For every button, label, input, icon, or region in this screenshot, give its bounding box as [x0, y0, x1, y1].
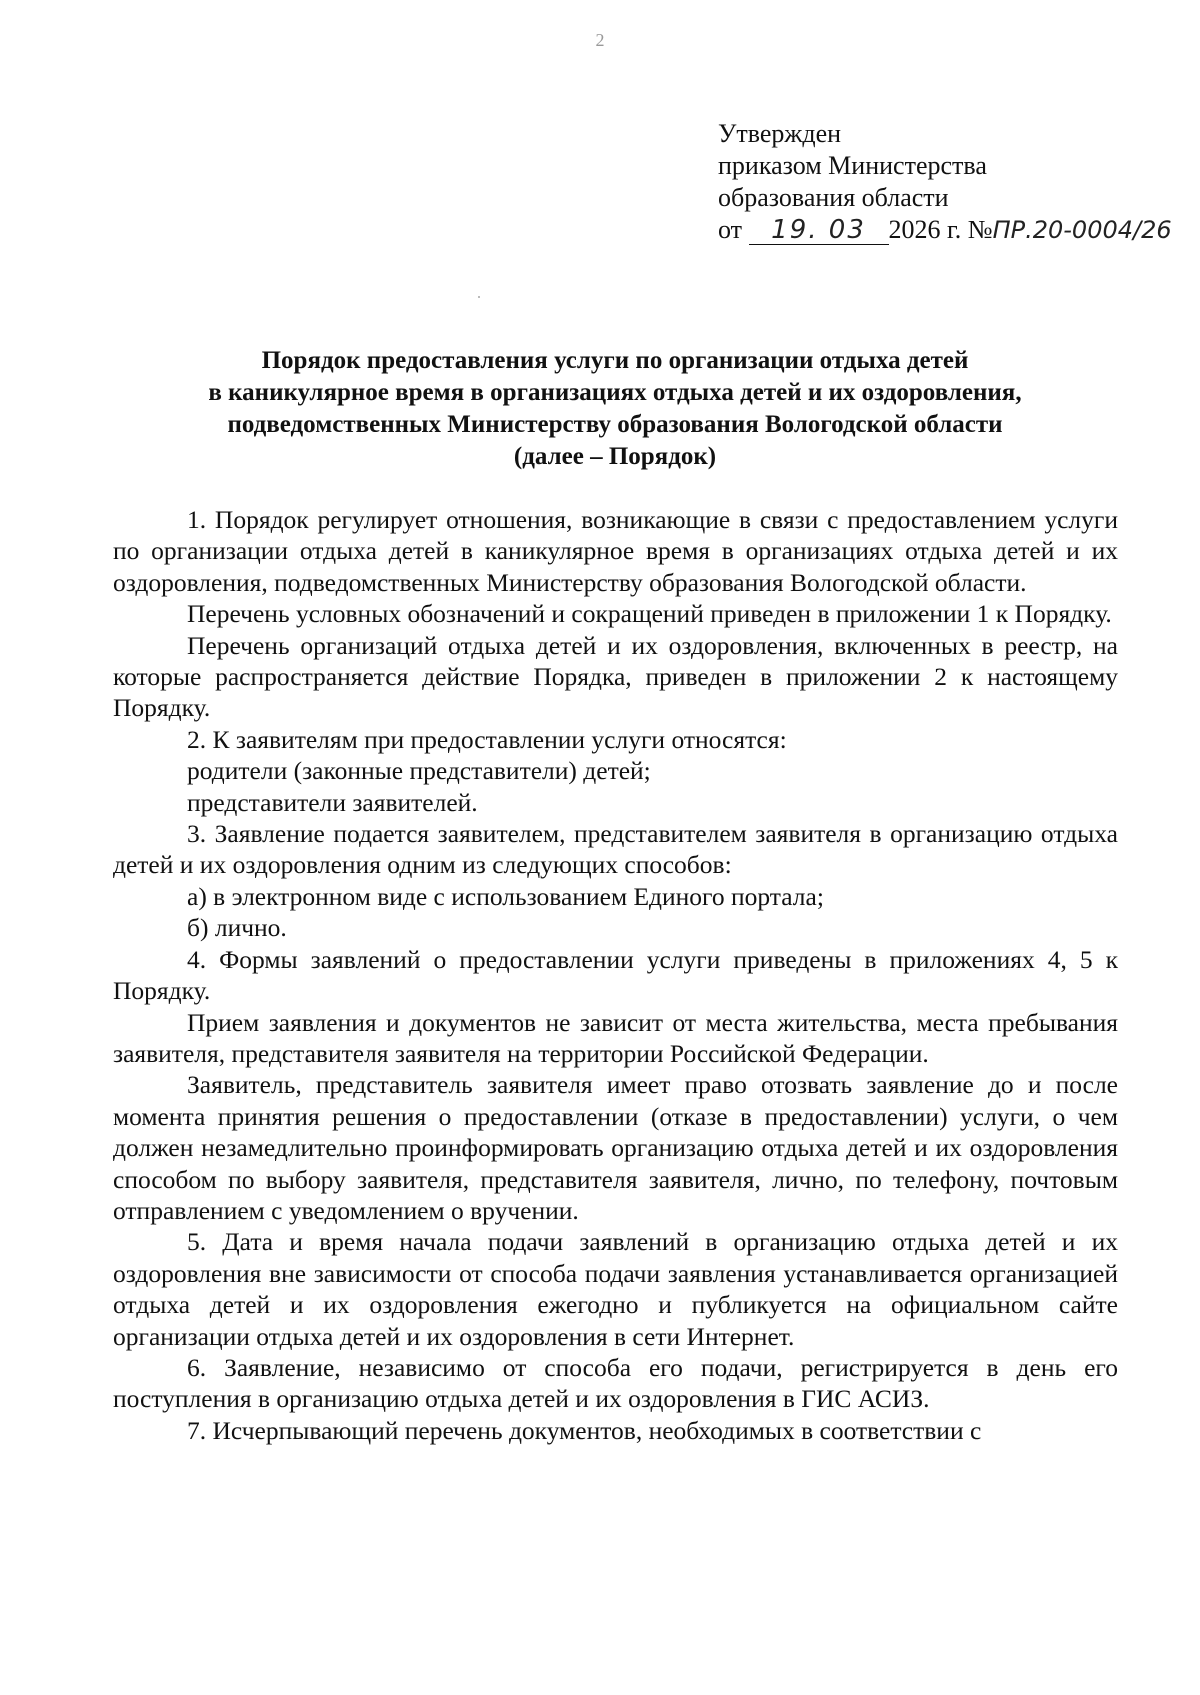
approval-stamp [718, 118, 1172, 246]
paragraph: Перечень условных обозначений и сокращений приведен в приложении 1 к Порядку. [187, 599, 1112, 629]
paragraph: Заявитель, представитель заявителя имеет право отозвать заявление до и после момента принятия решения о предоставлении (отказе в предоставлении) услуги, о чем должен незамедлительно проинформировать организацию отдыха детей и их оздоровления способом по выбору заявителя, представителя заявителя, лично, по телефону, почтовым отправлением с уведомлением о вручении. [113, 1070, 1118, 1225]
approval-line-1: Утвержден [718, 119, 842, 148]
scan-speck [478, 296, 480, 298]
document-title [150, 345, 1080, 473]
approval-year-text: 2026 г. № [888, 215, 993, 244]
paragraph: а) в электронном виде с использованием Единого портала; [187, 881, 824, 911]
approval-number-handwritten: ПР.20-0004/26 [992, 216, 1172, 244]
paragraph: представители заявителей. [187, 787, 478, 817]
title-line-3: подведомственных Министерству образования Вологодской области [227, 411, 1003, 438]
paragraph: 3. Заявление подается заявителем, представителем заявителя в организацию отдыха детей и их оздоровления одним из следующих способов: [113, 819, 1118, 880]
title-line-1: Порядок предоставления услуги по организации отдыха детей [261, 347, 969, 374]
approval-line-3: образования области [718, 183, 949, 212]
paragraph: родители (законные представители) детей; [187, 756, 651, 786]
page-number: 2 [595, 30, 605, 50]
document-body [113, 504, 1118, 1446]
paragraph: 2. К заявителям при предоставлении услуги относятся: [187, 724, 787, 754]
title-line-4: (далее – Порядок) [513, 443, 717, 470]
paragraph: 5. Дата и время начала подачи заявлений в организацию отдыха детей и их оздоровления вне зависимости от способа подачи заявления устанавливается организацией отдыха детей и их оздоровления ежегодно и публикуется на официальном сайте организации отдыха детей и их оздоровления в сети Интернет. [113, 1227, 1118, 1351]
paragraph: б) лично. [187, 913, 287, 943]
paragraph: 1. Порядок регулирует отношения, возникающие в связи с предоставлением услуги по организации отдыха детей в каникулярное время в организациях отдыха детей и их оздоровления, подведомственных Министерству образования Вологодской области. [113, 505, 1118, 597]
paragraph: Прием заявления и документов не зависит от места жительства, места пребывания заявителя, представителя заявителя на территории Российской Федерации. [113, 1007, 1118, 1068]
paragraph: Перечень организаций отдыха детей и их оздоровления, включенных в реестр, на которые распространяется действие Порядка, приведен в приложении 2 к настоящему Порядку. [113, 630, 1118, 723]
paragraph: 6. Заявление, независимо от способа его подачи, регистрируется в день его поступления в организацию отдыха детей и их оздоровления в ГИС АСИЗ. [113, 1352, 1118, 1414]
approval-prefix: от [718, 215, 743, 244]
paragraph: 7. Исчерпывающий перечень документов, необходимых в соответствии с [187, 1415, 982, 1445]
approval-date-line [718, 214, 1172, 246]
approval-date-handwritten: 19. 03 [749, 216, 889, 245]
paragraph: 4. Формы заявлений о предоставлении услуги приведены в приложениях 4, 5 к Порядку. [113, 944, 1118, 1006]
approval-line-2: приказом Министерства [718, 151, 987, 180]
title-line-2: в каникулярное время в организациях отдыха детей и их оздоровления, [208, 379, 1022, 406]
